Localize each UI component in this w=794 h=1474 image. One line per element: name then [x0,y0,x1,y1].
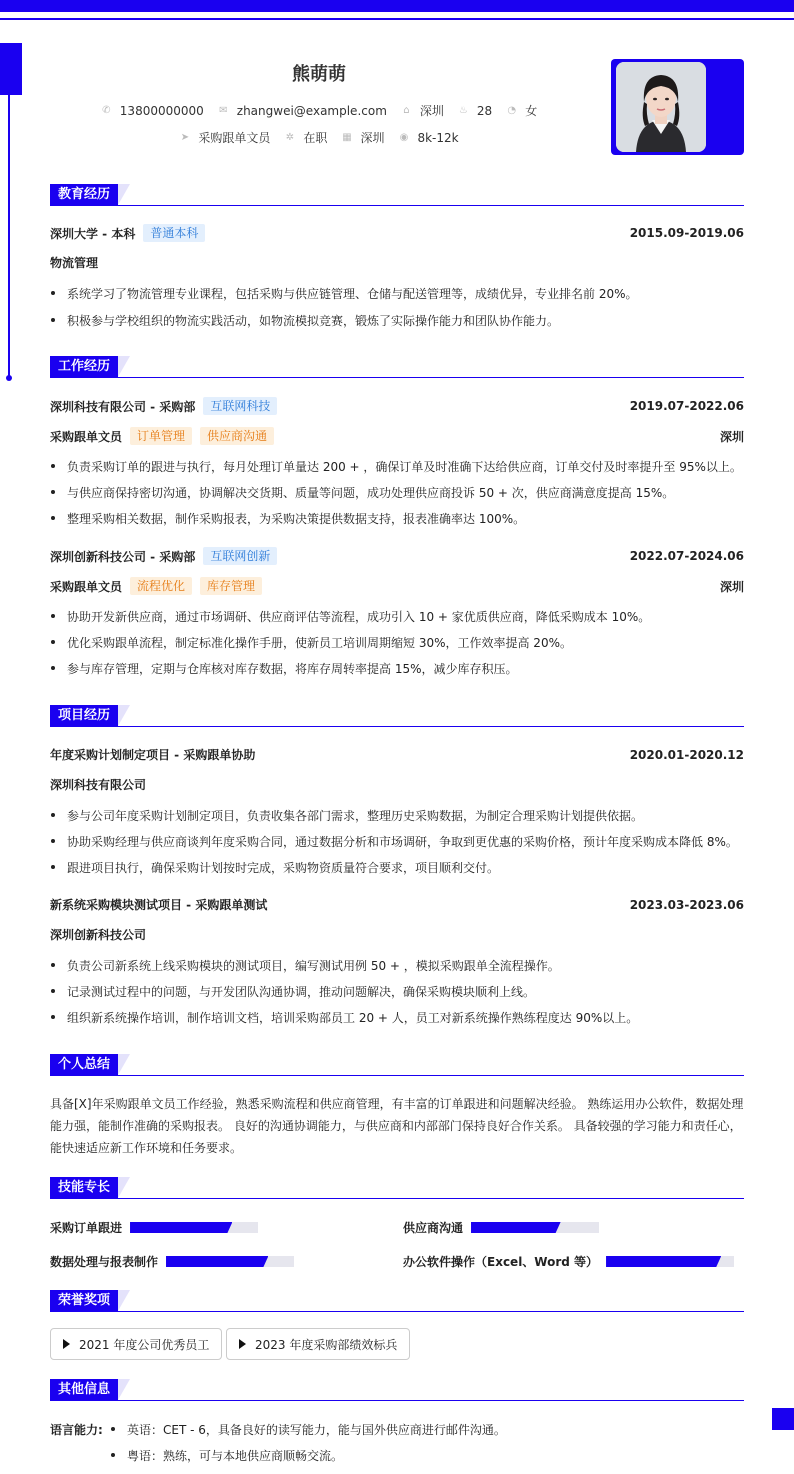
right-accent-tab [772,1408,794,1430]
work-date: 2019.07-2022.06 [629,399,744,413]
target-city-text: 深圳 [360,131,385,145]
work-date: 2022.07-2024.06 [629,549,744,563]
award-item [226,1328,410,1360]
section-work-label: 工作经历 [50,356,118,377]
gender-item [506,102,537,119]
section-project-label: 项目经历 [50,705,118,726]
work-city: 深圳 [719,579,744,594]
work-1-header [50,547,744,565]
avatar [616,62,706,152]
skill-name: 供应商沟通 [403,1221,464,1235]
skill-bar [606,1256,734,1267]
skill-item [403,1253,734,1270]
project-1-header [50,896,744,913]
intent-row [0,129,638,146]
project-0-company-row [50,776,744,793]
company-tag: 互联网创新 [203,547,277,565]
education-header [50,224,744,242]
salary-text: 8k-12k [417,130,459,145]
city-item [401,102,444,119]
photo-frame [611,59,744,155]
list-item: 组织新系统操作培训，制作培训文档，培训采购部员工 20 + 人，员工对新系统操作熟练程度达 90%以上。 [50,1009,744,1026]
top-accent-bar [0,0,794,12]
section-summary-label: 个人总结 [50,1054,118,1075]
project-company: 深圳创新科技公司 [50,928,147,942]
list-item: 跟进项目执行，确保采购计划按时完成，采购物资质量符合要求，项目顺利交付。 [50,859,744,876]
skill-tag: 订单管理 [130,427,192,445]
section-awards [50,1290,744,1312]
mail-icon: ✉ [219,105,228,116]
status-text: 在职 [303,131,328,145]
list-item: 系统学习了物流管理专业课程，包括采购与供应链管理、仓储与配送管理等，成绩优异，专业排名前 20%。 [50,285,744,302]
company-tag: 互联网科技 [203,397,277,415]
job-item [179,129,270,146]
project-date: 2023.03-2023.06 [629,897,744,912]
skill-bar-fill [606,1256,721,1267]
role-name: 采购跟单文员 [50,429,123,444]
skill-bar-fill [166,1256,268,1267]
list-item: 参与库存管理，定期与仓库核对库存数据，将库存周转率提高 15%，减少库存积压。 [50,660,744,677]
left-accent-dot [6,375,12,381]
role-name: 采购跟单文员 [50,579,123,594]
building-icon: ▦ [342,132,352,143]
send-icon: ➤ [180,132,190,143]
major: 物流管理 [50,256,99,270]
school-name: 深圳大学 - 本科 [50,226,136,241]
candidate-name: 熊萌萌 [292,64,346,85]
company-name: 深圳科技有限公司 - 采购部 [50,399,196,414]
home-icon: ⌂ [403,105,410,116]
list-item: 与供应商保持密切沟通，协调解决交货期、质量等问题，成功处理供应商投诉 50 + 次，供应商满意度提高 15%。 [50,484,744,501]
age-text: 28 [476,103,493,118]
list-item: 负责采购订单的跟进与执行，每月处理订单量达 200 + ，确保订单及时准确下达给供应商，订单交付及时率提升至 95%以上。 [50,458,744,475]
contact-row [0,102,638,119]
section-summary [50,1054,744,1076]
project-title: 新系统采购模块测试项目 - 采购跟单测试 [50,898,268,912]
language-label: 语言能力: [50,1423,103,1437]
list-item: 粤语：熟练，可与本地供应商顺畅交流。 [110,1447,343,1464]
gear-icon: ✲ [285,132,295,143]
list-item: 协助开发新供应商，通过市场调研、供应商评估等流程，成功引入 10 + 家优质供应商，降低采购成本 10%。 [50,608,744,625]
project-date: 2020.01-2020.12 [629,747,744,762]
section-skills [50,1177,744,1199]
list-item: 积极参与学校组织的物流实践活动，如物流模拟竞赛，锻炼了实际操作能力和团队协作能力。 [50,312,744,329]
skill-bar-fill [471,1222,561,1233]
list-item: 英语：CET - 6，具备良好的读写能力，能与国外供应商进行邮件沟通。 [110,1421,506,1438]
skill-bar-fill [130,1222,232,1233]
section-other [50,1379,744,1401]
email-text: zhangwei@example.com [236,103,387,118]
top-accent-line [0,18,794,20]
age-item [458,104,492,118]
award-text: 2023 年度采购部绩效标兵 [255,1337,398,1352]
cake-icon: ♨ [458,105,468,116]
project-1-company-row [50,926,744,943]
skill-bar [130,1222,258,1233]
skill-item [50,1253,294,1270]
section-work [50,356,744,378]
work-0-header [50,397,744,415]
skill-bar [166,1256,294,1267]
skill-tag: 供应商沟通 [200,427,274,445]
project-title: 年度采购计划制定项目 - 采购跟单协助 [50,748,256,762]
summary-text: 具备[X]年采购跟单文员工作经验，熟悉采购流程和供应商管理，有丰富的订单跟进和问题解决经验。 熟练运用办公软件，数据处理能力强，能制作准确的采购报表。 良好的沟通协调能力，与供应商和内部部门保持良好合作关系。 具备较强的学习能力和责任心，能快速适应新工作环境和任务要求。 [50,1097,744,1155]
email-item [218,104,387,118]
section-education [50,184,744,206]
avatar-portrait-icon [616,62,706,152]
work-1-role-row [50,577,744,595]
coin-icon: ◉ [399,132,409,143]
education-tag: 普通本科 [143,224,205,242]
section-other-label: 其他信息 [50,1379,118,1400]
list-item: 记录测试过程中的问题，与开发团队沟通协调，推动问题解决，确保采购模块顺利上线。 [50,983,744,1000]
section-project [50,705,744,727]
city-text: 深圳 [419,104,444,118]
list-item: 整理采购相关数据，制作采购报表，为采购决策提供数据支持，报表准确率达 100%。 [50,510,744,527]
list-item: 负责公司新系统上线采购模块的测试项目，编写测试用例 50 + ，模拟采购跟单全流程操作。 [50,957,744,974]
company-name: 深圳创新科技公司 - 采购部 [50,549,196,564]
phone-text: 13800000000 [119,103,204,118]
skill-bar [471,1222,599,1233]
skill-name: 数据处理与报表制作 [50,1255,159,1269]
work-0-role-row [50,427,744,445]
skill-item [403,1219,599,1236]
list-item: 优化采购跟单流程，制定标准化操作手册，使新员工培训周期缩短 30%，工作效率提高 20%。 [50,634,744,651]
education-date: 2015.09-2019.06 [629,226,744,240]
skill-name: 采购订单跟进 [50,1221,123,1235]
award-text: 2021 年度公司优秀员工 [79,1337,210,1352]
phone-icon: ✆ [102,105,111,116]
section-skills-label: 技能专长 [50,1177,118,1198]
list-item: 参与公司年度采购计划制定项目，负责收集各部门需求，整理历史采购数据，为制定合理采购计划提供依据。 [50,807,744,824]
skill-item [50,1219,258,1236]
skill-tag: 流程优化 [130,577,192,595]
project-company: 深圳科技有限公司 [50,778,147,792]
award-item [50,1328,222,1360]
job-text: 采购跟单文员 [198,131,271,145]
skill-name: 办公软件操作（Excel、Word 等） [403,1255,599,1269]
section-awards-label: 荣誉奖项 [50,1290,118,1311]
target-city-item [341,129,384,146]
work-city: 深圳 [719,429,744,444]
salary-item [398,131,458,145]
gender-icon: ◔ [507,105,517,116]
triangle-icon [63,1339,70,1349]
section-education-label: 教育经历 [50,184,118,205]
status-item [284,129,327,146]
education-major-row [50,254,744,271]
triangle-icon [239,1339,246,1349]
list-item: 协助采购经理与供应商谈判年度采购合同，通过数据分析和市场调研，争取到更优惠的采购价格，预计年度采购成本降低 8%。 [50,833,744,850]
gender-text: 女 [525,104,538,118]
skill-tag: 库存管理 [200,577,262,595]
phone-item [101,104,204,118]
project-0-header [50,746,744,763]
